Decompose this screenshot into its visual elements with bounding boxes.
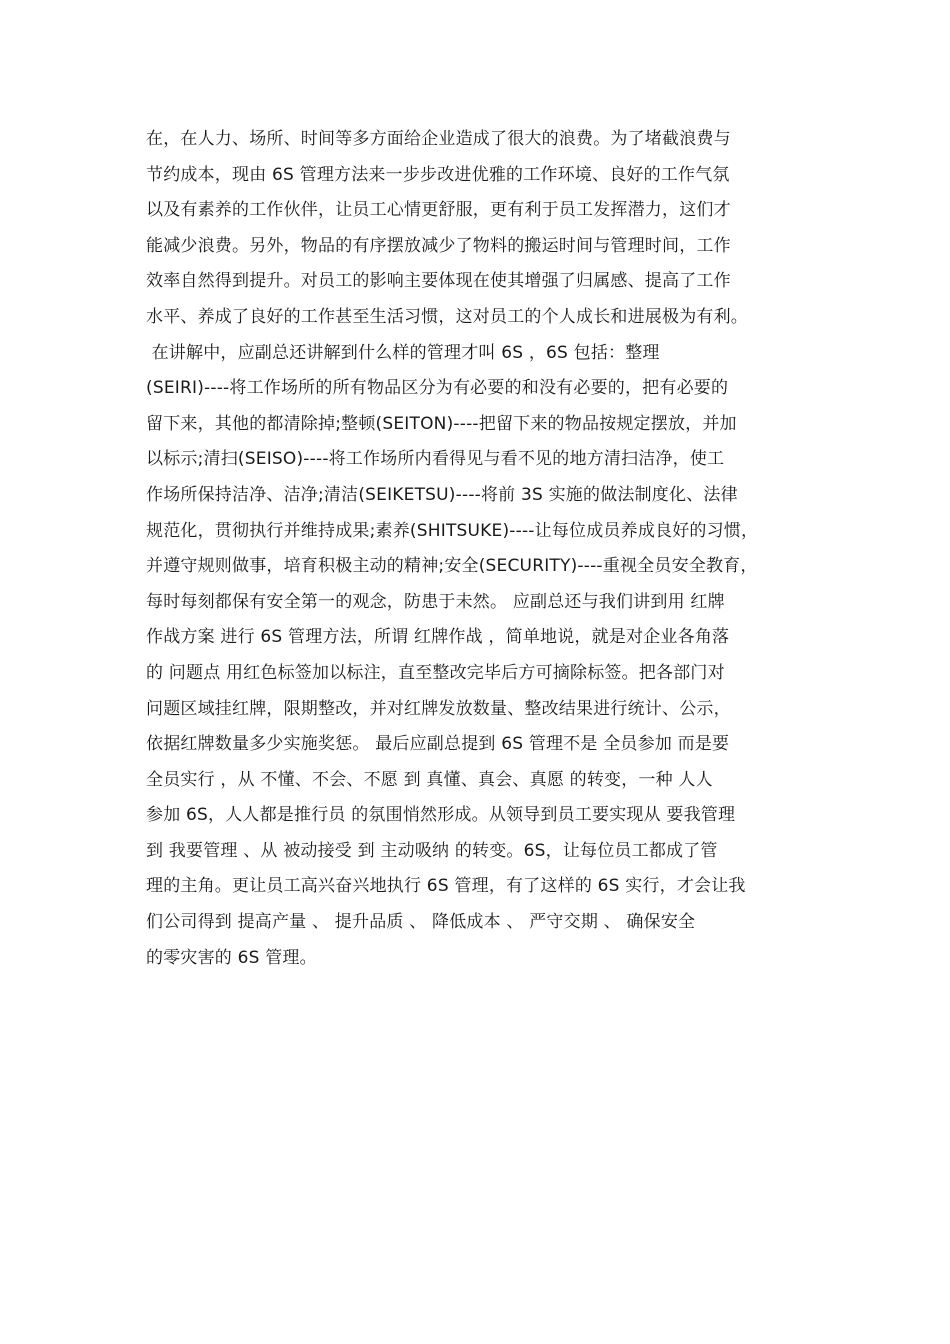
text-line: 依据红牌数量多少实施奖惩。 最后应副总提到 6S 管理不是 全员参加 而是要	[146, 734, 730, 755]
text-line: 每时每刻都保有安全第一的观念，防患于未然。 应副总还与我们讲到用 红牌	[146, 591, 725, 612]
body-text	[146, 122, 826, 976]
text-line: 作场所保持洁净、洁净;清洁(SEIKETSU)----将前 3S 实施的做法制度化、法律	[146, 484, 738, 505]
text-line: 理的主角。更让员工高兴奋兴地执行 6S 管理，有了这样的 6S 实行，才会让我	[146, 876, 746, 897]
text-line: 水平、养成了良好的工作甚至生活习惯，这对员工的个人成长和进展极为有利。	[146, 306, 748, 327]
text-line: 的零灾害的 6S 管理。	[146, 947, 317, 968]
text-line: 规范化，贯彻执行并维持成果;素养(SHITSUKE)----让每位成员养成良好的习惯，	[146, 520, 759, 541]
text-line: 到 我要管理 、从 被动接受 到 主动吸纳 的转变。6S，让每位员工都成了管	[146, 840, 718, 861]
text-line: 的 问题点 用红色标签加以标注，直至整改完毕后方可摘除标签。把各部门对	[146, 662, 725, 683]
text-line: 们公司得到 提高产量 、 提升品质 、 降低成本 、 严守交期 、 确保安全	[146, 912, 696, 933]
text-line: 留下来，其他的都清除掉;整顿(SEITON)----把留下来的物品按规定摆放，并加	[146, 413, 737, 434]
text-line: 作战方案 进行 6S 管理方法，所谓 红牌作战 ，简单地说，就是对企业各角落	[146, 627, 730, 648]
text-line: 在，在人力、场所、时间等多方面给企业造成了很大的浪费。为了堵截浪费与	[146, 129, 731, 149]
text-line: 全员实行 ，从 不懂、不会、不愿 到 真懂、真会、真愿 的转变，一种 人人	[146, 769, 713, 790]
text-line: 以标示;清扫(SEISO)----将工作场所内看得见与看不见的地方清扫洁净，使工	[146, 449, 725, 470]
text-line: 在讲解中，应副总还讲解到什么样的管理才叫 6S ，6S 包括：整理	[146, 342, 660, 363]
text-line: 能减少浪费。另外，物品的有序摆放减少了物料的搬运时间与管理时间，工作	[146, 235, 731, 256]
text-line: 参加 6S，人人都是推行员 的氛围悄然形成。从领导到员工要实现从 要我管理	[146, 805, 736, 826]
text-line: 并遵守规则做事，培育积极主动的精神;安全(SECURITY)----重视全员安全教育，	[146, 556, 758, 577]
text-line: 效率自然得到提升。对员工的影响主要体现在使其增强了归属感、提高了工作	[146, 271, 731, 292]
text-line: 问题区域挂红牌，限期整改，并对红牌发放数量、整改结果进行统计、公示，	[146, 698, 731, 719]
text-line: (SEIRI)----将工作场所的所有物品区分为有必要的和没有必要的，把有必要的	[146, 378, 729, 399]
text-line: 节约成本，现由 6S 管理方法来一步步改进优雅的工作环境、良好的工作气氛	[146, 164, 730, 185]
text-line: 以及有素养的工作伙伴，让员工心情更舒服，更有利于员工发挥潜力，这们才	[146, 200, 731, 221]
